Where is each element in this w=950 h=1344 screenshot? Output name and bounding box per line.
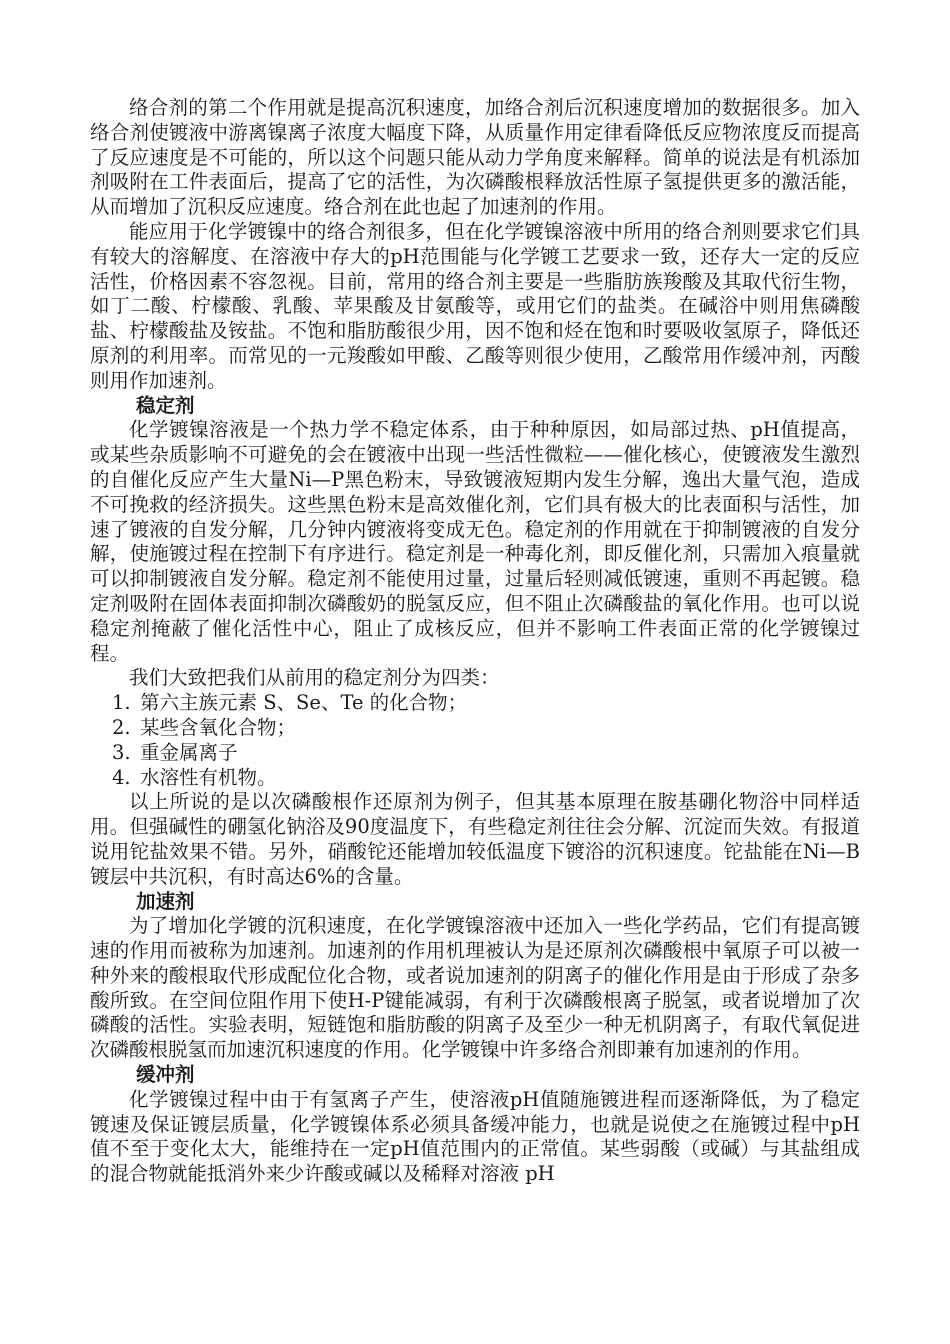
paragraph-stabilizer-3: 以上所说的是以次磷酸根作还原剂为例子，但其基本原理在胺基硼化物浴中同样适用。但强碱性的硼氢化钠浴及90度温度下，有些稳定剂往往会分解、沉淀而失效。有报道说用铊盐效果不错。另外，硝酸铊还能增加较低温度下镀浴的沉积速度。铊盐能在Ni—B镀层中共沉积，有时高达6%的含量。 bbox=[90, 790, 860, 888]
heading-accelerator: 加速剂 bbox=[136, 889, 195, 913]
document-page bbox=[90, 96, 860, 1187]
paragraph-complexing-agents: 能应用于化学镀镍中的络合剂很多，但在化学镀镍溶液中所用的络合剂则要求它们具有较大的溶解度、在溶液中存大的pH范围能与化学镀工艺要求一致，还存大一定的反应活性，价格因素不容忽视。目前，常用的络合剂主要是一些脂肪族羧酸及其取代衍生物，如丁二酸、柠檬酸、乳酸、苹果酸及甘氨酸等，或用它们的盐类。在碱浴中则用焦磷酸盐、柠檬酸盐及铵盐。不饱和脂肪酸很少用，因不饱和烃在饱和时要吸收氢原子，降低还原剂的利用率。而常见的一元羧酸如甲酸、乙酸等则很少使用，乙酸常用作缓冲剂，丙酸则用作加速剂。 bbox=[90, 219, 860, 392]
heading-buffer: 缓冲剂 bbox=[136, 1063, 195, 1087]
list-item: 3. 重金属离子 bbox=[112, 740, 238, 764]
paragraph-accelerator-1: 为了增加化学镀的沉积速度，在化学镀镍溶液中还加入一些化学药品，它们有提高镀速的作用而被称为加速剂。加速剂的作用机理被认为是还原剂次磷酸根中氧原子可以被一种外来的酸根取代形成配位化合物，或者说加速剂的阴离子的催化作用是由于形成了杂多酸所致。在空间位阻作用下使H-P键能减弱，有利于次磷酸根离子脱氢，或者说增加了次磷酸的活性。实验表明，短链饱和脂肪酸的阴离子及至少一种无机阴离子，有取代氧促进次磷酸根脱氢而加速沉积速度的作用。化学镀镍中许多络合剂即兼有加速剂的作用。 bbox=[90, 914, 860, 1062]
list-item: 4. 水溶性有机物。 bbox=[112, 765, 277, 789]
list-item: 2. 某些含氧化合物； bbox=[112, 715, 297, 739]
paragraph-buffer-1: 化学镀镍过程中由于有氢离子产生，使溶液pH值随施镀进程而逐渐降低，为了稳定镀速及保证镀层质量，化学镀镍体系必须具备缓冲能力，也就是说使之在施镀过程中pH值不至于变化太大，能维持在一定pH值范围内的正常值。某些弱酸（或碱）与其盐组成的混合物就能抵消外来少许酸或碱以及稀释对溶液 pH bbox=[90, 1087, 860, 1186]
paragraph-stabilizer-2: 我们大致把我们从前用的稳定剂分为四类： bbox=[129, 666, 500, 690]
paragraph-complexing-second-role: 络合剂的第二个作用就是提高沉积速度，加络合剂后沉积速度增加的数据很多。加入络合剂使镀液中游离镍离子浓度大幅度下降，从质量作用定律看降低反应物浓度反而提高了反应速度是不可能的，所以这个问题只能从动力学角度来解释。简单的说法是有机添加剂吸附在工件表面后，提高了它的活性，为次磷酸根释放活性原子氢提供更多的激活能，从而增加了沉积反应速度。络合剂在此也起了加速剂的作用。 bbox=[90, 96, 860, 219]
stabilizer-category-list bbox=[90, 691, 860, 790]
list-item: 1. 第六主族元素 S、Se、Te 的化合物； bbox=[112, 691, 468, 715]
heading-stabilizer: 稳定剂 bbox=[136, 393, 195, 417]
paragraph-stabilizer-1: 化学镀镍溶液是一个热力学不稳定体系，由于种种原因，如局部过热、pH值提高，或某些杂质影响不可避免的会在镀液中出现一些活性微粒——催化核心，使镀液发生激烈的自催化反应产生大量Ni—P黑色粉末，导致镀液短期内发生分解，逸出大量气泡，造成不可挽救的经济损失。这些黑色粉末是高效催化剂，它们具有极大的比表面积与活性，加速了镀液的自发分解，几分钟内镀液将变成无色。稳定剂的作用就在于抑制镀液的自发分解，使施镀过程在控制下有序进行。稳定剂是一种毒化剂，即反催化剂，只需加入痕量就可以抑制镀液自发分解。稳定剂不能使用过量，过量后轻则减低镀速，重则不再起镀。稳定剂吸附在固体表面抑制次磷酸奶的脱氢反应，但不阻止次磷酸盐的氧化作用。也可以说稳定剂掩蔽了催化活性中心，阻止了成核反应，但并不影响工件表面正常的化学镀镍过程。 bbox=[90, 418, 860, 665]
